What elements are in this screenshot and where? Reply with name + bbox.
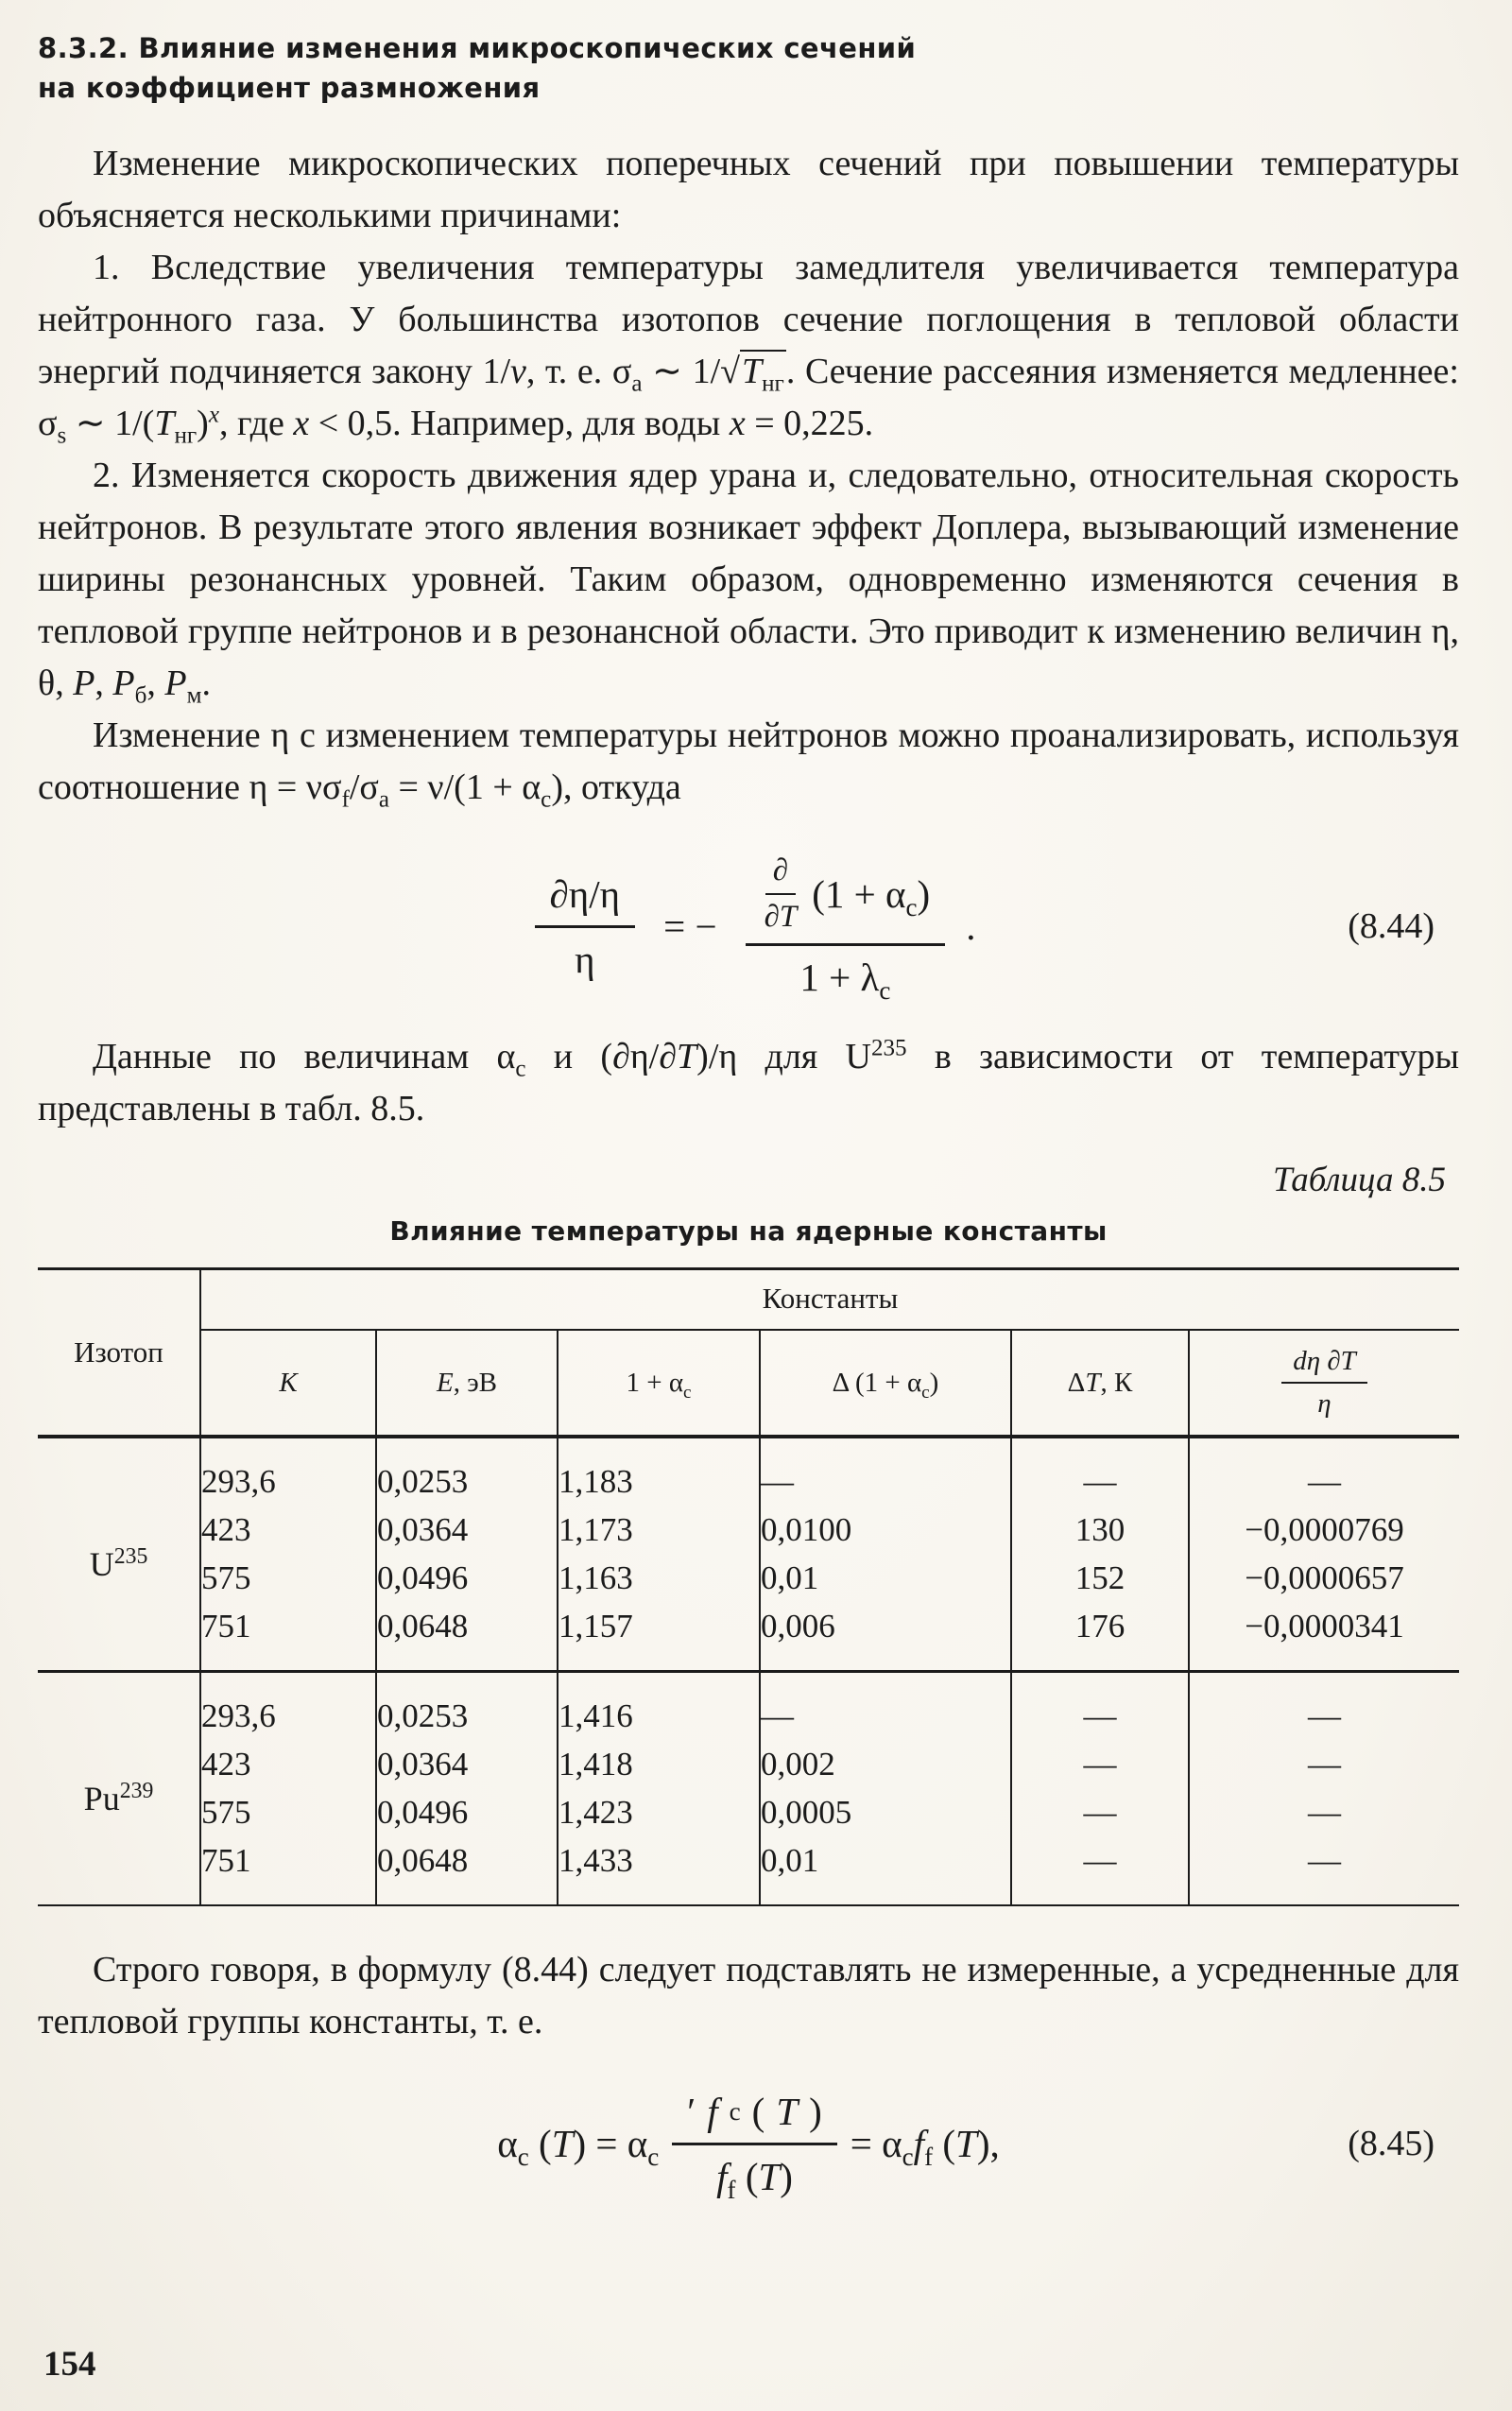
rhs-numerator: [746, 853, 946, 946]
table-cell: 152: [1011, 1555, 1189, 1603]
table-cell: 130: [1011, 1507, 1189, 1555]
table-cell: 1,157: [558, 1603, 760, 1672]
table-cell: 751: [200, 1837, 376, 1905]
table-cell: 176: [1011, 1603, 1189, 1672]
table-cell: 0,002: [760, 1741, 1011, 1789]
table-header-group-row: [38, 1269, 1459, 1331]
section-heading-line-1: 8.3.2. Влияние изменения микроскопических сечений: [38, 32, 917, 64]
column-header-k: K: [200, 1330, 376, 1437]
table-title: Влияние температуры на ядерные константы: [389, 1215, 1108, 1247]
table-cell: 0,0364: [376, 1507, 558, 1555]
table-cell: —: [1308, 1746, 1341, 1782]
header-fraction: [1281, 1346, 1367, 1420]
table-cell: 1,183: [558, 1437, 760, 1507]
table-cell: −0,0000657: [1245, 1559, 1404, 1596]
table-row: [38, 1555, 1459, 1603]
lhs-denominator: η: [575, 937, 595, 981]
table-cell: —: [760, 1672, 1011, 1742]
column-header-one-plus-alpha: $1 + \alpha_c$: [558, 1330, 760, 1437]
header-fraction-numerator: dη ∂T: [1281, 1346, 1367, 1384]
isotope-label-u235: $U^{235}$: [38, 1437, 200, 1672]
table-row: [38, 1437, 1459, 1507]
column-header-delta-t: ΔT, К: [1011, 1330, 1189, 1437]
isotope-label-pu239: Pu$^{239}$: [38, 1672, 200, 1906]
rhs-fraction: [746, 852, 946, 1005]
table-cell: —: [1308, 1842, 1341, 1879]
page-number: 154: [43, 2345, 96, 2384]
partial-bottom: ∂T: [764, 899, 798, 934]
equation-number-844: (8.44): [1348, 906, 1435, 946]
table-cell: —: [1011, 1437, 1189, 1507]
paragraph-table-ref: Данные по величинам $\alpha_c$ и (∂η/∂T)/η для $U^{235}$ в зависимости от температуры представлены в табл. 8.5.: [38, 1035, 1460, 1128]
table-cell: 1,416: [558, 1672, 760, 1742]
table-cell: 0,006: [760, 1603, 1011, 1672]
table-cell: —: [760, 1437, 1011, 1507]
table-group-u235: [38, 1437, 1459, 1672]
table-cell: 575: [200, 1789, 376, 1837]
table-row: [38, 1603, 1459, 1672]
formula-845-lead: $\alpha_c$ $(T) = \alpha_c$: [497, 2122, 660, 2172]
table-cell: 0,0253: [376, 1437, 558, 1507]
table-cell: 293,6: [200, 1672, 376, 1742]
section-heading-line-2: на коэффициент размножения: [38, 72, 541, 104]
table-cell: 0,0364: [376, 1741, 558, 1789]
header-fraction-denominator: η: [1317, 1388, 1332, 1419]
column-header-isotope: Изотоп: [38, 1269, 200, 1438]
column-header-e: E, эВ: [376, 1330, 558, 1437]
table-cell: —: [1011, 1672, 1189, 1742]
table-cell: 0,0496: [376, 1555, 558, 1603]
formula-845-denominator: $f_f$ (T): [716, 2154, 793, 2204]
table-row: [38, 1789, 1459, 1837]
table-label: Таблица 8.5: [1272, 1161, 1446, 1199]
table-cell: 1,433: [558, 1837, 760, 1905]
partial-top: ∂: [765, 853, 796, 895]
numerator-rest: $(1 + \alpha_c)$: [812, 871, 931, 921]
lhs-fraction: [535, 871, 636, 982]
table-subheader-row: [38, 1330, 1459, 1437]
formula-period: .: [966, 904, 976, 948]
paragraph-item-1: 1. Вследствие увеличения температуры замедлителя увеличивается температура нейтронного газа. У большинства изотопов сечение поглощения в тепловой области энергий подчиняется закону 1/v, т. е. $\sigma_a$ ∼ $1/√T_{нг}$. Сечение рассеяния изменяется медленнее: $\sigma_s$ ∼ $1/(T_{нг})^x$, где x < 0,5. Например, для воды x = 0,225.: [38, 248, 1459, 449]
formula-8-44: [38, 842, 1459, 1010]
table-row: [38, 1741, 1459, 1789]
table-cell: 0,01: [760, 1555, 1011, 1603]
column-header-delta-one-plus-alpha: Δ $(1 + \alpha_c)$: [760, 1330, 1011, 1437]
table-cell: —: [1308, 1794, 1341, 1831]
table-cell: −0,0000341: [1245, 1608, 1404, 1645]
table-cell: —: [1011, 1789, 1189, 1837]
partial-derivative-fraction: [765, 853, 798, 935]
formula-845-tail: = $\alpha_cf_f$ (T),: [850, 2122, 1000, 2172]
table-cell: —: [1011, 1837, 1189, 1905]
table-cell: 0,01: [760, 1837, 1011, 1905]
table-cell: 0,0648: [376, 1837, 558, 1905]
table-row: [38, 1507, 1459, 1555]
paragraph-intro: Изменение микроскопических поперечных сечений при повышении температуры объясняется несколькими причинами:: [38, 144, 1459, 235]
formula-8-45: [38, 2073, 1459, 2214]
table-cell: 0,0100: [760, 1507, 1011, 1555]
table-cell: 575: [200, 1555, 376, 1603]
table-cell: −0,0000769: [1245, 1511, 1404, 1548]
rhs-denominator: $1 + \lambda_c$: [799, 955, 891, 1005]
table-cell: 751: [200, 1603, 376, 1672]
table-cell: 1,418: [558, 1741, 760, 1789]
table-cell: 0,0005: [760, 1789, 1011, 1837]
section-heading: [38, 28, 1459, 108]
table-cell: 423: [200, 1507, 376, 1555]
lhs-numerator: ∂η/η: [535, 871, 636, 928]
column-header-deta-dt-over-eta: [1189, 1330, 1459, 1437]
table-cell: 1,423: [558, 1789, 760, 1837]
table-cell: 1,163: [558, 1555, 760, 1603]
table-cell: —: [1011, 1741, 1189, 1789]
table-cell: —: [1308, 1697, 1341, 1734]
table-row: [38, 1837, 1459, 1905]
formula-845-numerator: ′ f c ( T ): [672, 2089, 837, 2145]
paragraph-eta: Изменение η с изменением температуры нейтронов можно проанализировать, используя соотношение $\eta = \nu\sigma_f/\sigma_a = \nu/(1 + \alpha_c)$, откуда: [38, 715, 1459, 813]
table-cell: 0,0253: [376, 1672, 558, 1742]
table-cell: 0,0496: [376, 1789, 558, 1837]
equation-number-845: (8.45): [1348, 2124, 1435, 2163]
table-cell: 1,173: [558, 1507, 760, 1555]
equals-minus-operator: = −: [663, 904, 717, 948]
paragraph-item-2: 2. Изменяется скорость движения ядер урана и, следовательно, относительная скорость нейтронов. В результате этого явления возникает эффект Доплера, вызывающий изменение ширины резонансных уровней. Таким образом, одновременно изменяются сечения в тепловой группе нейтронов и в резонансной области. Это приводит к изменению величин η, θ, P, $P_б$, $P_м$.: [38, 456, 1459, 709]
table-cell: 423: [200, 1741, 376, 1789]
constants-table: [38, 1267, 1459, 1906]
column-group-header: Константы: [200, 1269, 1459, 1331]
table-cell: 293,6: [200, 1437, 376, 1507]
table-cell: 0,0648: [376, 1603, 558, 1672]
table-group-pu239: [38, 1672, 1459, 1906]
table-cell: —: [1308, 1463, 1341, 1500]
formula-845-fraction: [672, 2089, 837, 2204]
table-row: [38, 1672, 1459, 1742]
paragraph-averaging: Строго говоря, в формулу (8.44) следует подставлять не измеренные, а усредненные для тепловой группы константы, т. е.: [38, 1950, 1459, 2041]
